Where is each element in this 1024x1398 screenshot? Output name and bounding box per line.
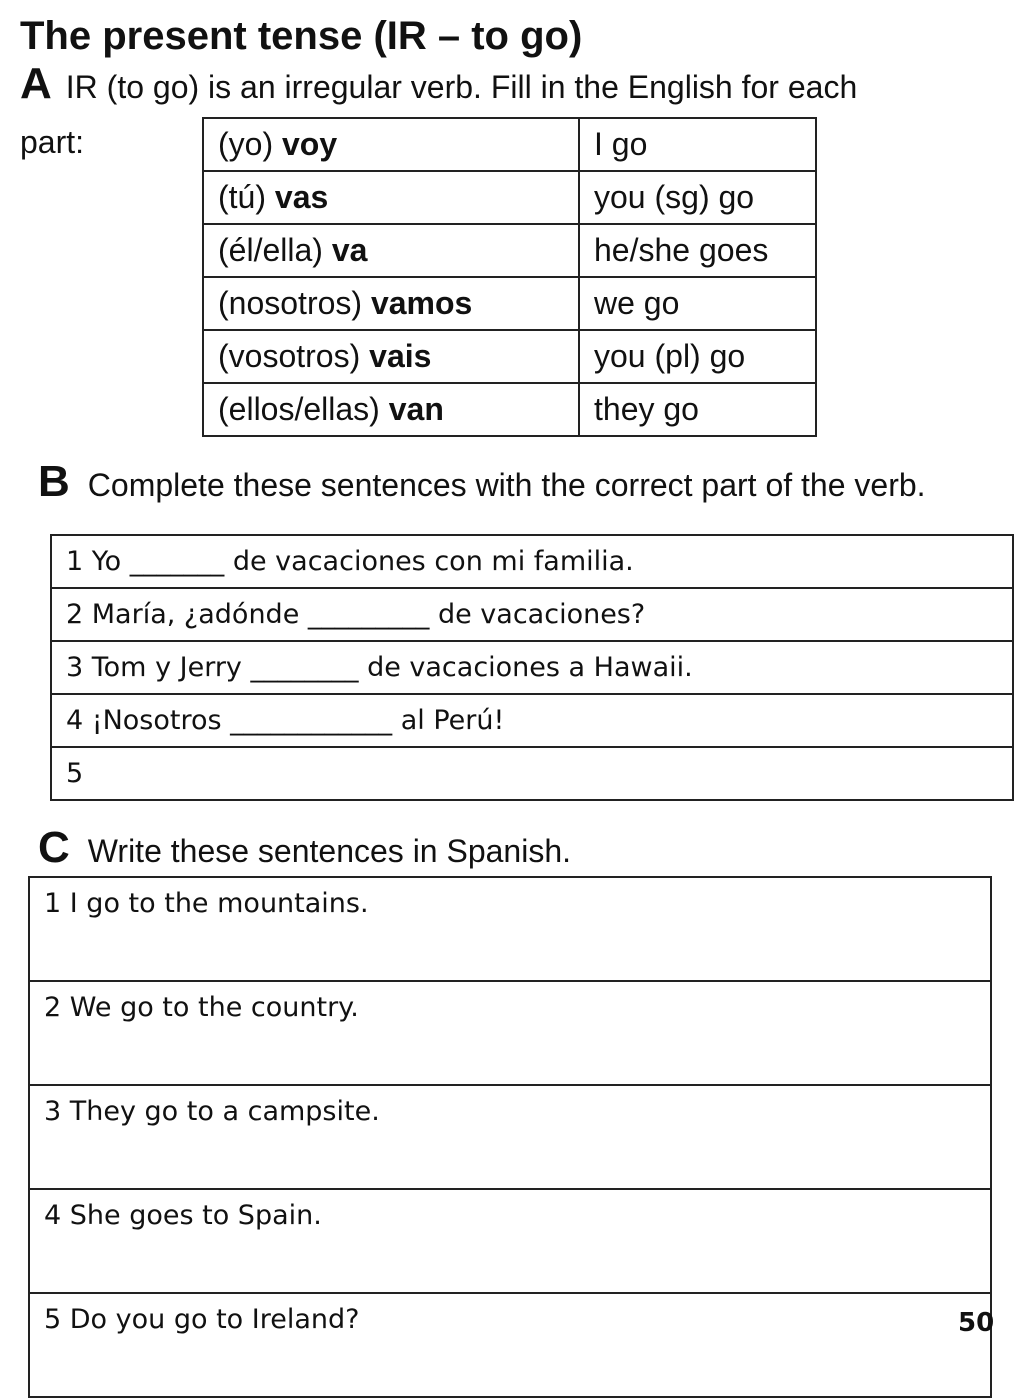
table-row [203, 224, 816, 277]
table-row [29, 877, 991, 981]
spanish-cell [203, 330, 579, 383]
spanish-cell [203, 383, 579, 436]
section-c-heading [38, 823, 572, 872]
translation-cell[interactable]: 3 They go to a campsite. [29, 1085, 991, 1189]
table-row [29, 1293, 991, 1397]
table-row [203, 171, 816, 224]
table-row [51, 641, 1013, 694]
english-cell: they go [579, 383, 816, 436]
sentence-cell[interactable]: 5 [51, 747, 1013, 800]
sentence-cell[interactable]: 1 Yo _______ de vacaciones con mi familia. [51, 535, 1013, 588]
table-row [203, 383, 816, 436]
section-a-letter: A [20, 59, 52, 108]
translation-table [28, 876, 995, 1398]
spanish-cell [203, 277, 579, 330]
table-row [29, 1085, 991, 1189]
table-row [51, 747, 1013, 800]
section-c-letter: C [38, 823, 70, 872]
table-row [51, 694, 1013, 747]
section-a-instruction: IR (to go) is an irregular verb. Fill in the English for each [65, 69, 858, 105]
translation-cell[interactable]: 2 We go to the country. [29, 981, 991, 1085]
spanish-cell [203, 171, 579, 224]
translation-cell[interactable]: 4 She goes to Spain. [29, 1189, 991, 1293]
pronoun: (él/ella) [218, 232, 332, 268]
translation-cell[interactable]: 1 I go to the mountains. [29, 877, 991, 981]
sentence-cell[interactable]: 4 ¡Nosotros ____________ al Perú! [51, 694, 1013, 747]
translation-cell[interactable]: 5 Do you go to Ireland? [29, 1293, 991, 1397]
conjugation-table [202, 117, 817, 437]
page-number: 50 [958, 1308, 995, 1338]
table-row [29, 1189, 991, 1293]
verb-form: vamos [370, 285, 473, 321]
section-a-instruction-continued: part: [20, 124, 85, 160]
english-cell: he/she goes [579, 224, 816, 277]
verb-form: vas [274, 179, 329, 215]
english-cell: I go [579, 118, 816, 171]
pronoun: (tú) [218, 179, 275, 215]
spanish-cell [203, 224, 579, 277]
section-c-instruction: Write these sentences in Spanish. [87, 833, 572, 869]
table-row [51, 588, 1013, 641]
sentence-cell[interactable]: 2 María, ¿adónde _________ de vacaciones? [51, 588, 1013, 641]
english-cell: you (pl) go [579, 330, 816, 383]
verb-form: voy [282, 126, 338, 162]
section-b-instruction: Complete these sentences with the correct part of the verb. [87, 467, 926, 503]
table-row [203, 118, 816, 171]
verb-form: vais [369, 338, 432, 374]
table-row [203, 277, 816, 330]
english-cell: we go [579, 277, 816, 330]
verb-form: va [331, 232, 368, 268]
table-row [51, 535, 1013, 588]
pronoun: (vosotros) [218, 338, 370, 374]
section-b-heading [38, 457, 926, 506]
english-cell: you (sg) go [579, 171, 816, 224]
page-title: The present tense (IR – to go) [20, 14, 583, 58]
pronoun: (nosotros) [218, 285, 371, 321]
verb-form: van [388, 391, 444, 427]
spanish-cell [203, 118, 579, 171]
table-row [29, 981, 991, 1085]
section-b-letter: B [38, 457, 70, 506]
fill-in-table [50, 534, 1014, 801]
pronoun: (ellos/ellas) [218, 391, 389, 427]
pronoun: (yo) [218, 126, 282, 162]
sentence-cell[interactable]: 3 Tom y Jerry ________ de vacaciones a Hawaii. [51, 641, 1013, 694]
table-row [203, 330, 816, 383]
